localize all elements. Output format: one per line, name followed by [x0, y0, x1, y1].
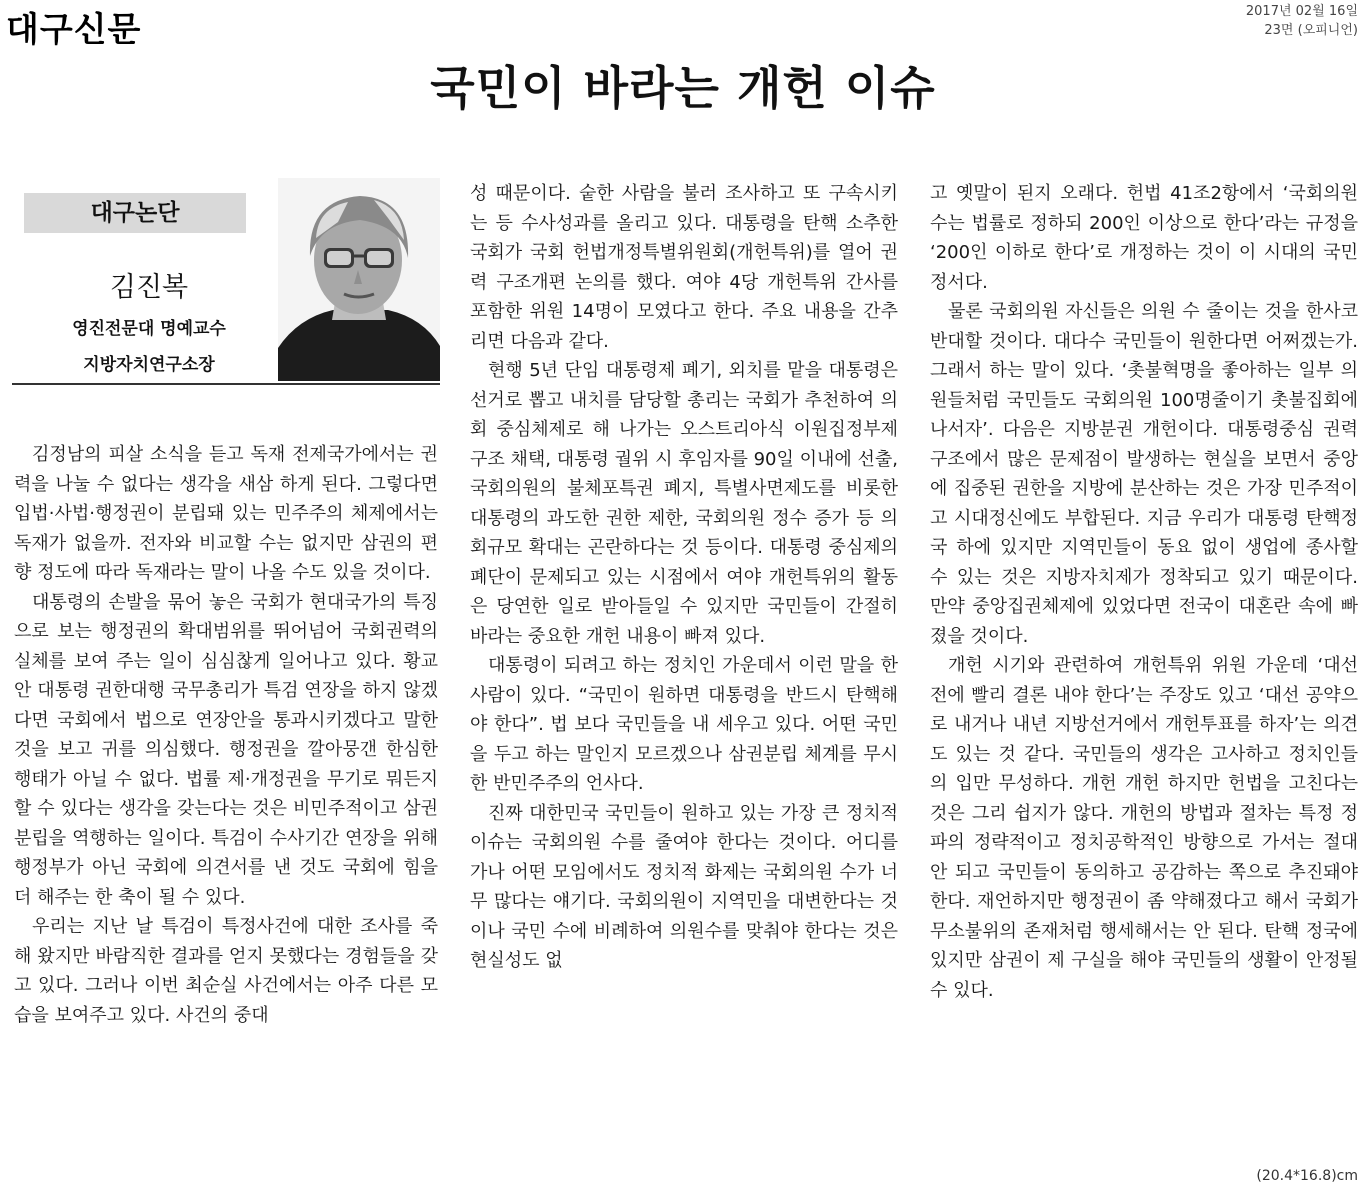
paragraph: 현행 5년 단임 대통령제 폐기, 외치를 맡을 대통령은 선거로 뽑고 내치를 담당할 총리는 국회가 추천하여 의회 중심체제로 해 나가는 오스트리아식 이원집정부제 구조 채택, 대통령 궐위 시 후임자를 90일 이내에 선출, 국회의원의 불체포특권 폐지, 특별사면제도를 비롯한 대통령의 과도한 권한 제한, 국회의원 정수 증가 등 의회규모 확대는 곤란하다는 것 등이다. 대통령 중심제의 폐단이 문제되고 있는 시점에서 여야 개헌특위의 활동은 당연한 일로 받아들일 수 있지만 국민들이 간절히 바라는 중요한 개헌 내용이 빠져 있다. [470, 360, 898, 647]
publication-date: 2017년 02월 16일 [1245, 4, 1358, 19]
author-photo [278, 178, 440, 381]
paragraph: 진짜 대한민국 국민들이 원하고 있는 가장 큰 정치적 이슈는 국회의원 수를 줄여야 한다는 것이다. 어디를 가나 어떤 모임에서도 정치적 화제는 국회의원 수가 너무 많다는 얘기다. 국회의원이 지역민을 대변한다는 것이나 국민 수에 비례하여 의원수를 맞춰야 한다는 것은 현실성도 없 [470, 802, 898, 971]
paragraph: 개헌 시기와 관련하여 개헌특위 위원 가운데 ‘대선 전에 빨리 결론 내야 한다’는 주장도 있고 ‘대선 공약으로 내거나 내년 지방선거에서 개헌투표를 하자’는 의견도 있는 것 같다. 국민들의 생각은 고사하고 정치인들의 입만 무성하다. 개헌 개헌 하지만 헌법을 고친다는 것은 그리 쉽지가 않다. 개헌의 방법과 절차는 특정 정파의 정략적이고 정치공학적인 방향으로 가서는 절대 안 되고 국민들이 동의하고 공감하는 쪽으로 추진돼야 한다. 재언하지만 행정권이 좀 약해졌다고 해서 국회가 무소불위의 존재처럼 행세해서는 안 된다. 탄핵 정국에 있지만 삼권이 제 구실을 해야 국민들의 생활이 안정될 수 있다. [930, 655, 1358, 1001]
article-column-3 [930, 179, 1358, 1005]
paragraph: 대통령의 손발을 묶어 놓은 국회가 현대국가의 특징으로 보는 행정권의 확대범위를 뛰어넘어 국회권력의 실체를 보여 주는 일이 심심찮게 일어나고 있다. 황교안 대통령 권한대행 국무총리가 특검 연장을 하지 않겠다면 국회에서 법으로 연장안을 통과시키겠다고 말한 것을 보고 귀를 의심했다. 행정권을 깔아뭉갠 한심한 행태가 아닐 수 없다. 법률 제·개정권을 무기로 뭐든지 할 수 있다는 생각을 갖는다는 것은 비민주적이고 삼권분립을 역행하는 일이다. 특검이 수사기간 연장을 위해 행정부가 아닌 국회에 의견서를 낸 것도 국회에 힘을 더 해주는 한 축이 될 수 있다. [14, 591, 438, 908]
paragraph: 김정남의 피살 소식을 듣고 독재 전제국가에서는 권력을 나눌 수 없다는 생각을 새삼 하게 된다. 그렇다면 입법·사법·행정권이 분립돼 있는 민주주의 체제에서는 독재가 없을까. 전자와 비교할 수는 없지만 삼권의 편향 정도에 따라 독재라는 말이 나올 수도 있을 것이다. [14, 444, 438, 583]
publication-meta [1246, 2, 1358, 40]
article-column-2 [470, 179, 898, 976]
byline-box [12, 178, 440, 385]
author-title: 영진전문대 명예교수 [72, 319, 226, 339]
article-headline: 국민이 바라는 개헌 이슈 [430, 61, 936, 115]
article-column-1 [14, 440, 438, 1030]
paragraph-continued: 고 옛말이 된지 오래다. 헌법 41조2항에서 ‘국회의원 수는 법률로 정하되 200인 이상으로 한다’라는 규정을 ‘200인 이하로 한다’로 개정하는 것이 이 시대의 국민정서다. [930, 183, 1358, 293]
paragraph: 물론 국회의원 자신들은 의원 수 줄이는 것을 한사코 반대할 것이다. 대다수 국민들이 원한다면 어쩌겠는가. 그래서 하는 말이 있다. ‘촛불혁명을 좋아하는 일부 의원들처럼 국민들도 국회의원 100명줄이기 촛불집회에 나서자’. 다음은 지방분권 개헌이다. 대통령중심 권력구조에서 많은 문제점이 발생하는 현실을 보면서 중앙에 집중된 권한을 지방에 분산하는 것은 가장 민주적이고 시대정신에도 부합된다. 지금 우리가 대통령 탄핵정국 하에 있지만 지역민들이 동요 없이 생업에 종사할 수 있는 것은 지방자치제가 정착되고 있기 때문이다. 만약 중앙집권체제에 있었다면 전국이 대혼란 속에 빠졌을 것이다. [930, 301, 1358, 647]
paragraph: 대통령이 되려고 하는 정치인 가운데서 이런 말을 한 사람이 있다. “국민이 원하면 대통령을 반드시 탄핵해야 한다”. 법 보다 국민들을 내 세우고 있다. 어떤 국민을 두고 하는 말인지 모르겠으나 삼권분립 체계를 무시한 반민주주의 언사다. [470, 655, 898, 794]
column-section-label: 대구논단 [24, 193, 246, 233]
clipping-size-note: (20.4*16.8)cm [1256, 1168, 1358, 1184]
page-section: 23면 (오피니언) [1264, 23, 1358, 38]
paragraph: 우리는 지난 날 특검이 특정사건에 대한 조사를 죽 해 왔지만 바람직한 결과를 얻지 못했다는 경험들을 갖고 있다. 그러나 이번 최순실 사건에서는 아주 다른 모습을 보여주고 있다. 사건의 중대 [14, 916, 438, 1026]
newspaper-masthead: 대구신문 [6, 10, 142, 50]
paragraph-continued: 성 때문이다. 숱한 사람을 불러 조사하고 또 구속시키는 등 수사성과를 올리고 있다. 대통령을 탄핵 소추한 국회가 국회 헌법개정특별위원회(개헌특위)를 열어 권력 구조개편 논의를 했다. 여야 4당 개헌특위 간사를 포함한 위원 14명이 모였다고 한다. 주요 내용을 간추리면 다음과 같다. [470, 183, 898, 352]
author-affiliation: 지방자치연구소장 [83, 355, 215, 375]
author-name: 김진복 [109, 272, 189, 303]
